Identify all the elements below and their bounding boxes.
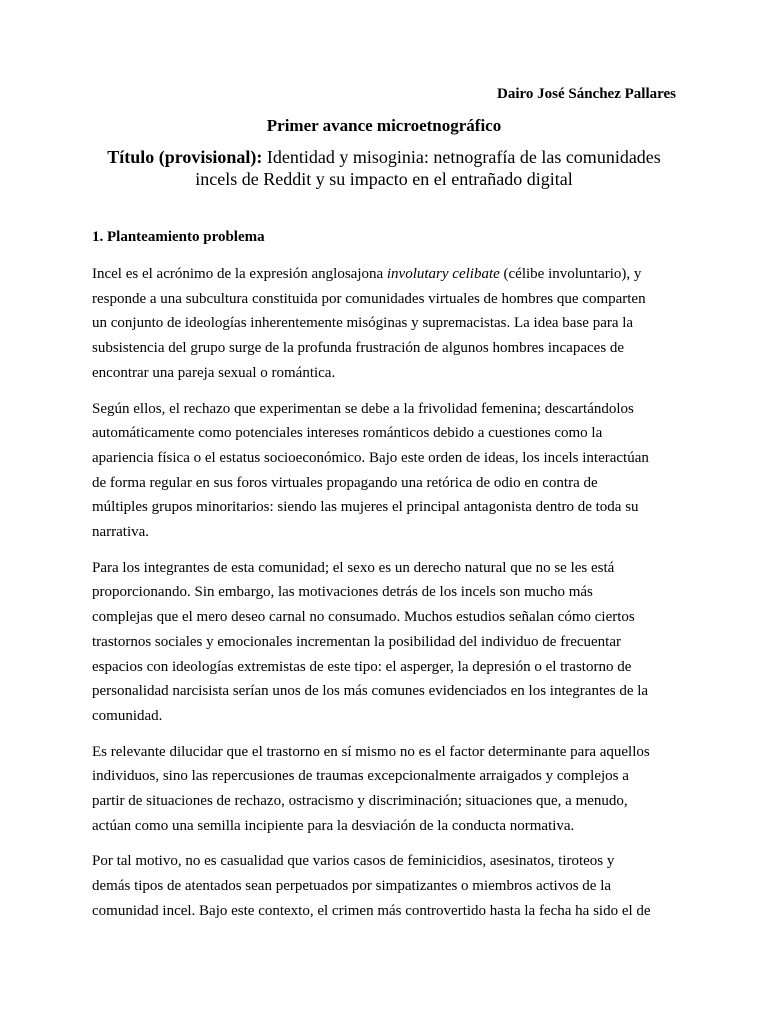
paragraph-line: trastornos sociales y emocionales incrementan la posibilidad del individuo de frecuentar <box>92 633 621 650</box>
document-title <box>82 146 686 190</box>
paragraph-line: espacios con ideologías extremistas de este tipo: el asperger, la depresión o el trastorno de <box>92 658 632 675</box>
paragraph-line: personalidad narcisista serían unos de los más comunes evidenciados en los integrantes de la <box>92 683 649 700</box>
paragraph-5 <box>92 849 676 923</box>
paragraph-line: comunidad incel. Bajo este contexto, el crimen más controvertido hasta la fecha ha sido el de <box>92 902 651 919</box>
paragraph-line: automáticamente como potenciales intereses románticos debido a cuestiones como la <box>92 425 603 442</box>
document-subtitle: Primer avance microetnográfico <box>266 116 502 135</box>
text-run: Incel es el acrónimo de la expresión anglosajona <box>92 266 387 282</box>
italic-term: involutary celibate <box>386 266 500 282</box>
paragraph-line: comunidad. <box>92 707 163 724</box>
paragraph-line: encontrar una pareja sexual o romántica. <box>92 364 336 381</box>
text-run: (célibe involuntario), y <box>499 266 642 282</box>
title-text-line-1: Identidad y misoginia: netnografía de las comunidades <box>262 147 661 167</box>
paragraph-line: complejas que el mero deseo carnal no consumado. Muchos estudios señalan cómo ciertos <box>92 609 635 626</box>
body-text <box>92 262 676 934</box>
paragraph-line: Por tal motivo, no es casualidad que varios casos de feminicidios, asesinatos, tiroteos y <box>92 853 615 870</box>
paragraph-line: subsistencia del grupo surge de la profunda frustración de algunos hombres incapaces de <box>92 340 625 357</box>
paragraph-line: Para los integrantes de esta comunidad; el sexo es un derecho natural que no se les está <box>92 559 615 576</box>
paragraph-3 <box>92 556 676 729</box>
paragraph-4 <box>92 740 676 839</box>
title-text-line-2: incels de Reddit y su impacto en el entrañado digital <box>195 169 573 189</box>
paragraph-line: responde a una subcultura constituida por comunidades virtuales de hombres que comparten <box>92 290 646 307</box>
title-label: Título (provisional): <box>107 147 263 167</box>
paragraph-line: múltiples grupos minoritarios: siendo las mujeres el principal antagonista dentro de toda su <box>92 499 639 516</box>
paragraph-line: actúan como una semilla incipiente para la desviación de la conducta normativa. <box>92 817 575 834</box>
paragraph-1 <box>92 262 676 386</box>
paragraph-line: individuos, sino las repercusiones de traumas excepcionalmente arraigados y complejos a <box>92 768 629 785</box>
paragraph-line <box>92 262 676 287</box>
paragraph-line: de forma regular en sus foros virtuales propagando una retórica de odio en contra de <box>92 474 598 491</box>
paragraph-line: Es relevante dilucidar que el trastorno en sí mismo no es el factor determinante para aquellos <box>92 743 650 760</box>
paragraph-line: narrativa. <box>92 524 150 541</box>
section-heading: 1. Planteamiento problema <box>92 229 265 245</box>
paragraph-line: demás tipos de atentados sean perpetuados por simpatizantes o miembros activos de la <box>92 878 612 895</box>
paragraph-line: un conjunto de ideologías inherentemente misóginas y supremacistas. La idea base para la <box>92 315 634 332</box>
paragraph-line: Según ellos, el rechazo que experimentan se debe a la frivolidad femenina; descartándolos <box>92 400 634 417</box>
paragraph-2 <box>92 397 676 545</box>
paragraph-line: partir de situaciones de rechazo, ostracismo y discriminación; situaciones que, a menudo, <box>92 793 628 810</box>
paragraph-line: proporcionando. Sin embargo, las motivaciones detrás de los incels son mucho más <box>92 584 593 601</box>
paragraph-line: apariencia física o el estatus socioeconómico. Bajo este orden de ideas, los incels interactúan <box>92 449 649 466</box>
author-name: Dairo José Sánchez Pallares <box>496 86 676 102</box>
